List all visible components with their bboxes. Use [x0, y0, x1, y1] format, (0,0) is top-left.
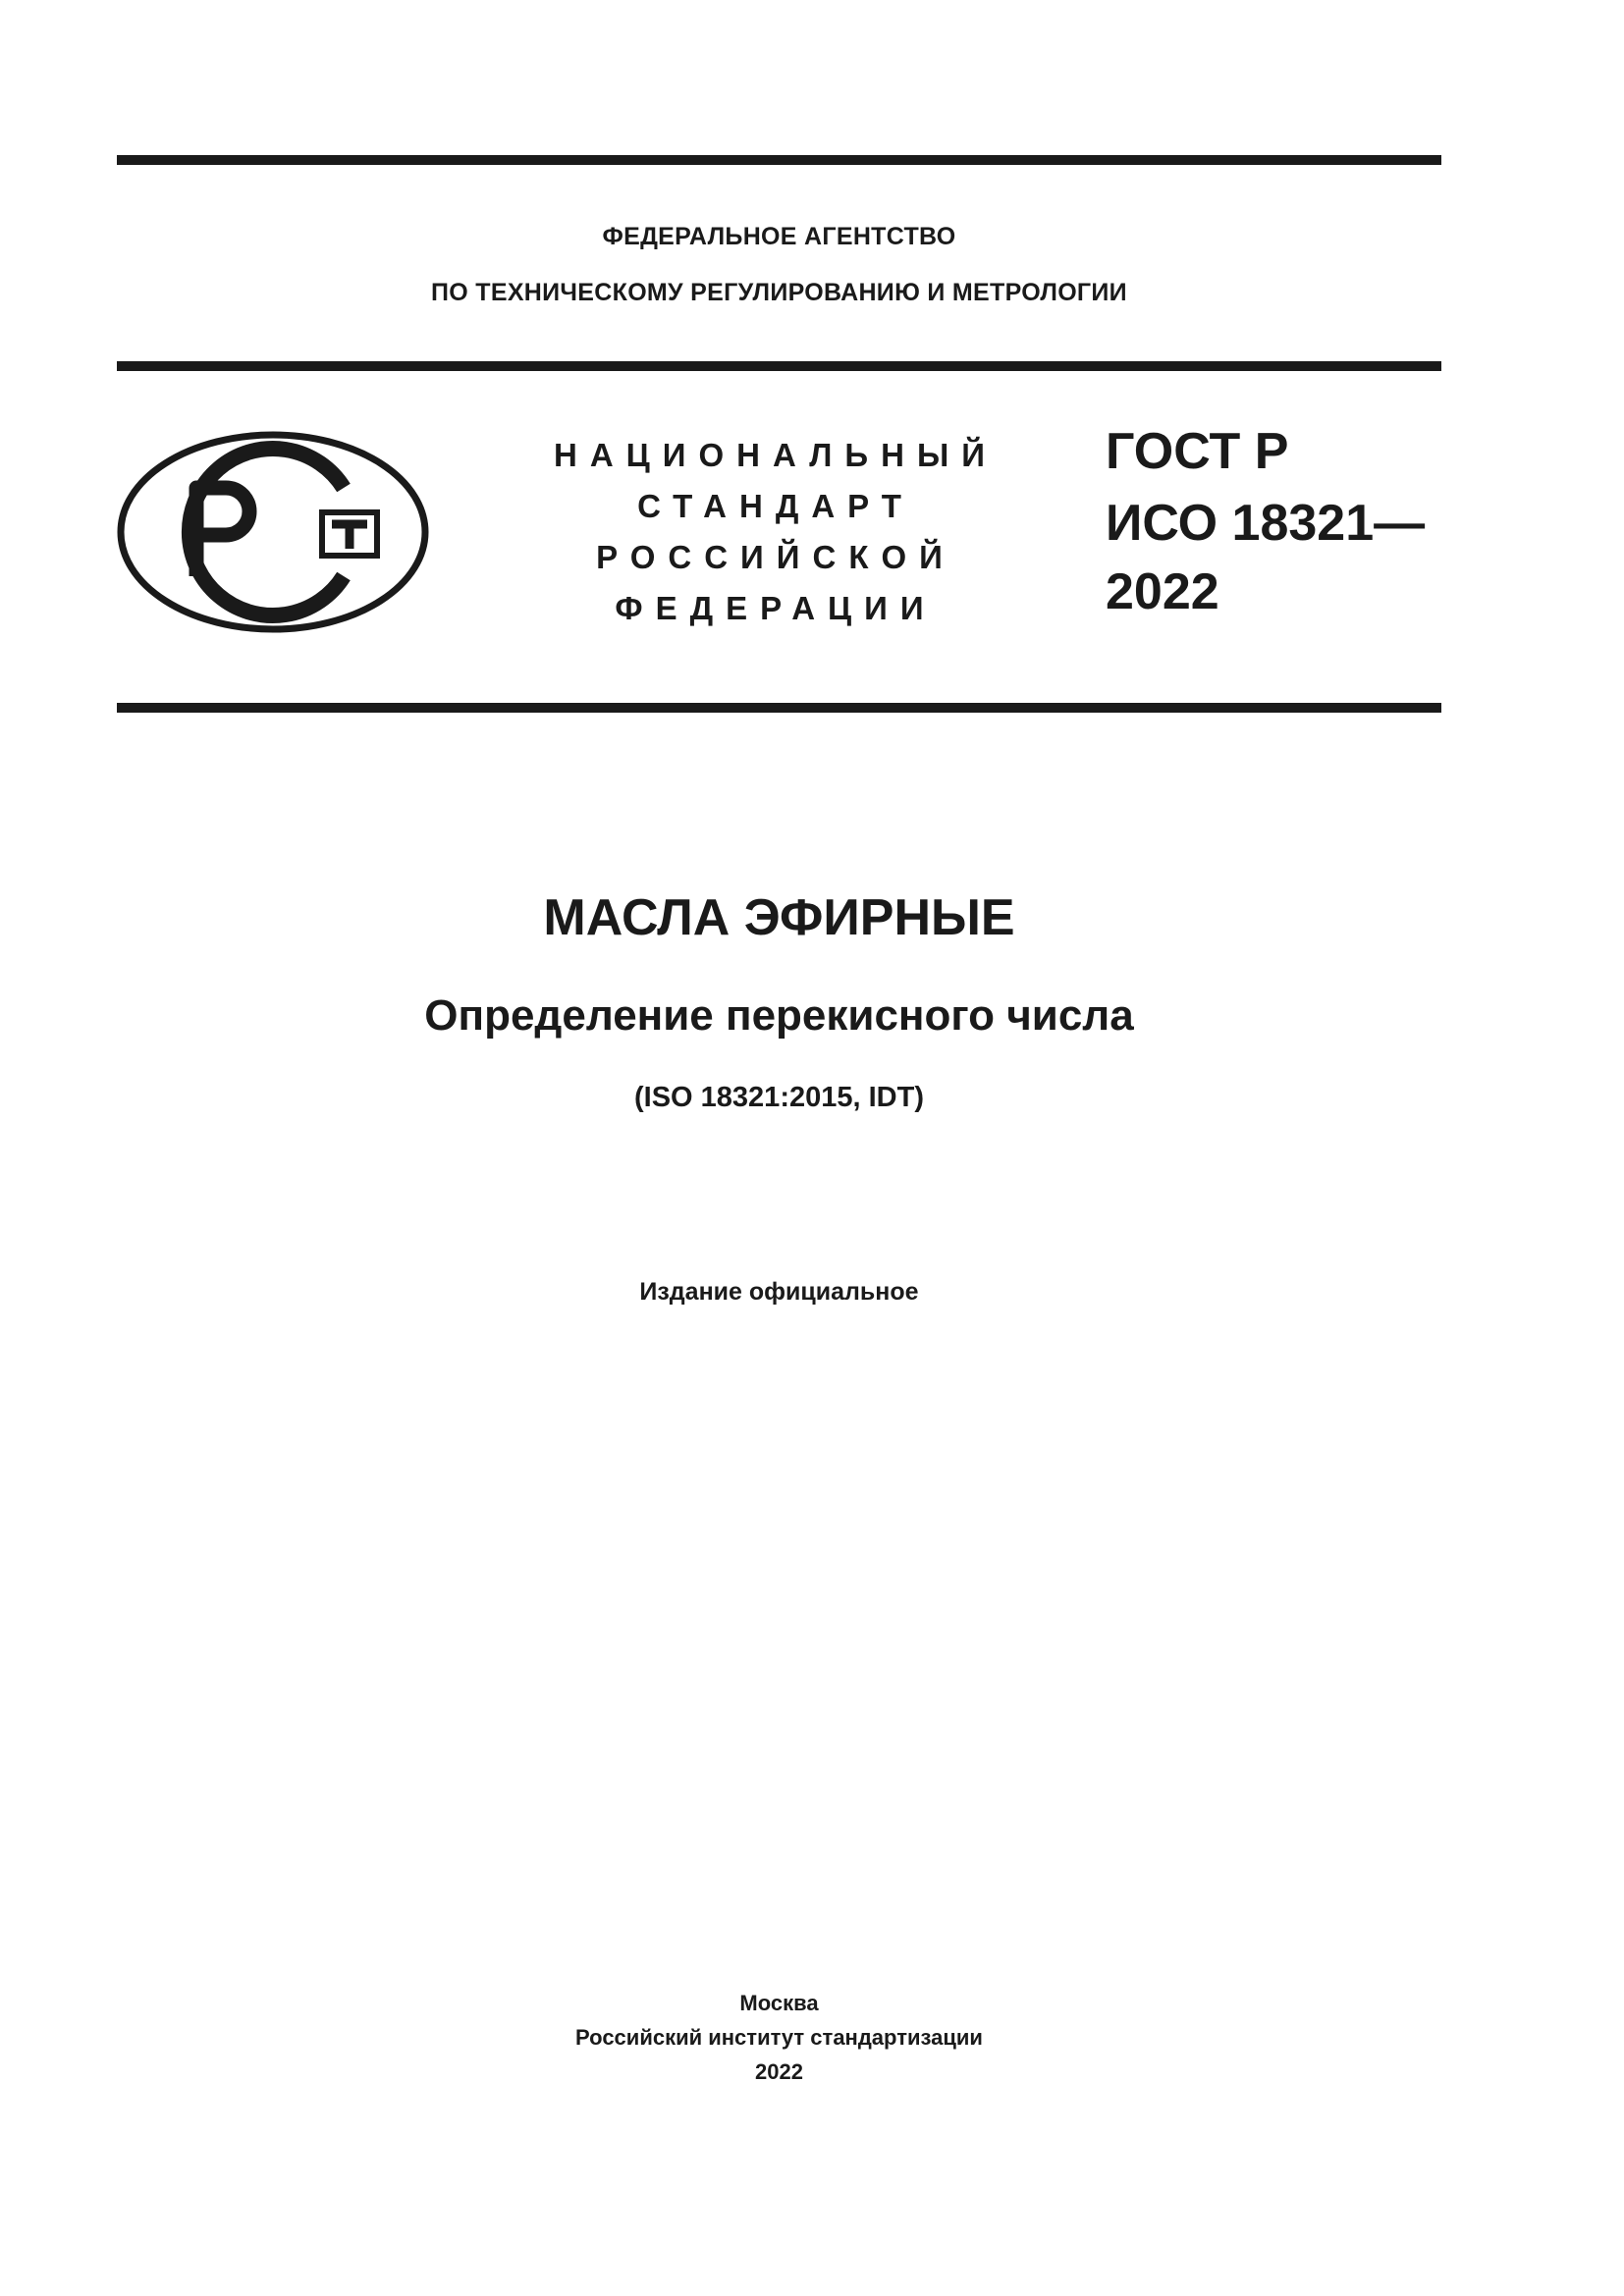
gost-r-certification-mark-icon	[116, 429, 430, 635]
national-standard-line-3: РОССИЙСКОЙ	[596, 539, 955, 575]
agency-line-1: ФЕДЕРАЛЬНОЕ АГЕНТСТВО	[602, 223, 956, 250]
national-standard-line-1: НАЦИОНАЛЬНЫЙ	[554, 437, 998, 473]
edition-label: Издание официальное	[639, 1278, 919, 1306]
national-standard-line-4: ФЕДЕРАЦИИ	[615, 590, 937, 626]
document-subtitle: Определение перекисного числа	[424, 991, 1134, 1040]
header-rule	[117, 361, 1441, 371]
imprint-city: Москва	[739, 1991, 819, 2015]
designation-line-2: ИСО 18321—	[1106, 495, 1426, 552]
designation-line-1: ГОСТ Р	[1106, 423, 1289, 480]
agency-line-2: ПО ТЕХНИЧЕСКОМУ РЕГУЛИРОВАНИЮ И МЕТРОЛОГИИ	[431, 279, 1127, 306]
middle-rule	[117, 703, 1441, 713]
imprint-year: 2022	[755, 2059, 803, 2084]
national-standard-line-2: СТАНДАРТ	[637, 488, 914, 524]
imprint-publisher: Российский институт стандартизации	[575, 2025, 983, 2050]
iso-reference: (ISO 18321:2015, IDT)	[634, 1082, 924, 1113]
designation-line-3: 2022	[1106, 563, 1219, 620]
top-rule	[117, 155, 1441, 165]
document-title: МАСЛА ЭФИРНЫЕ	[543, 889, 1015, 946]
